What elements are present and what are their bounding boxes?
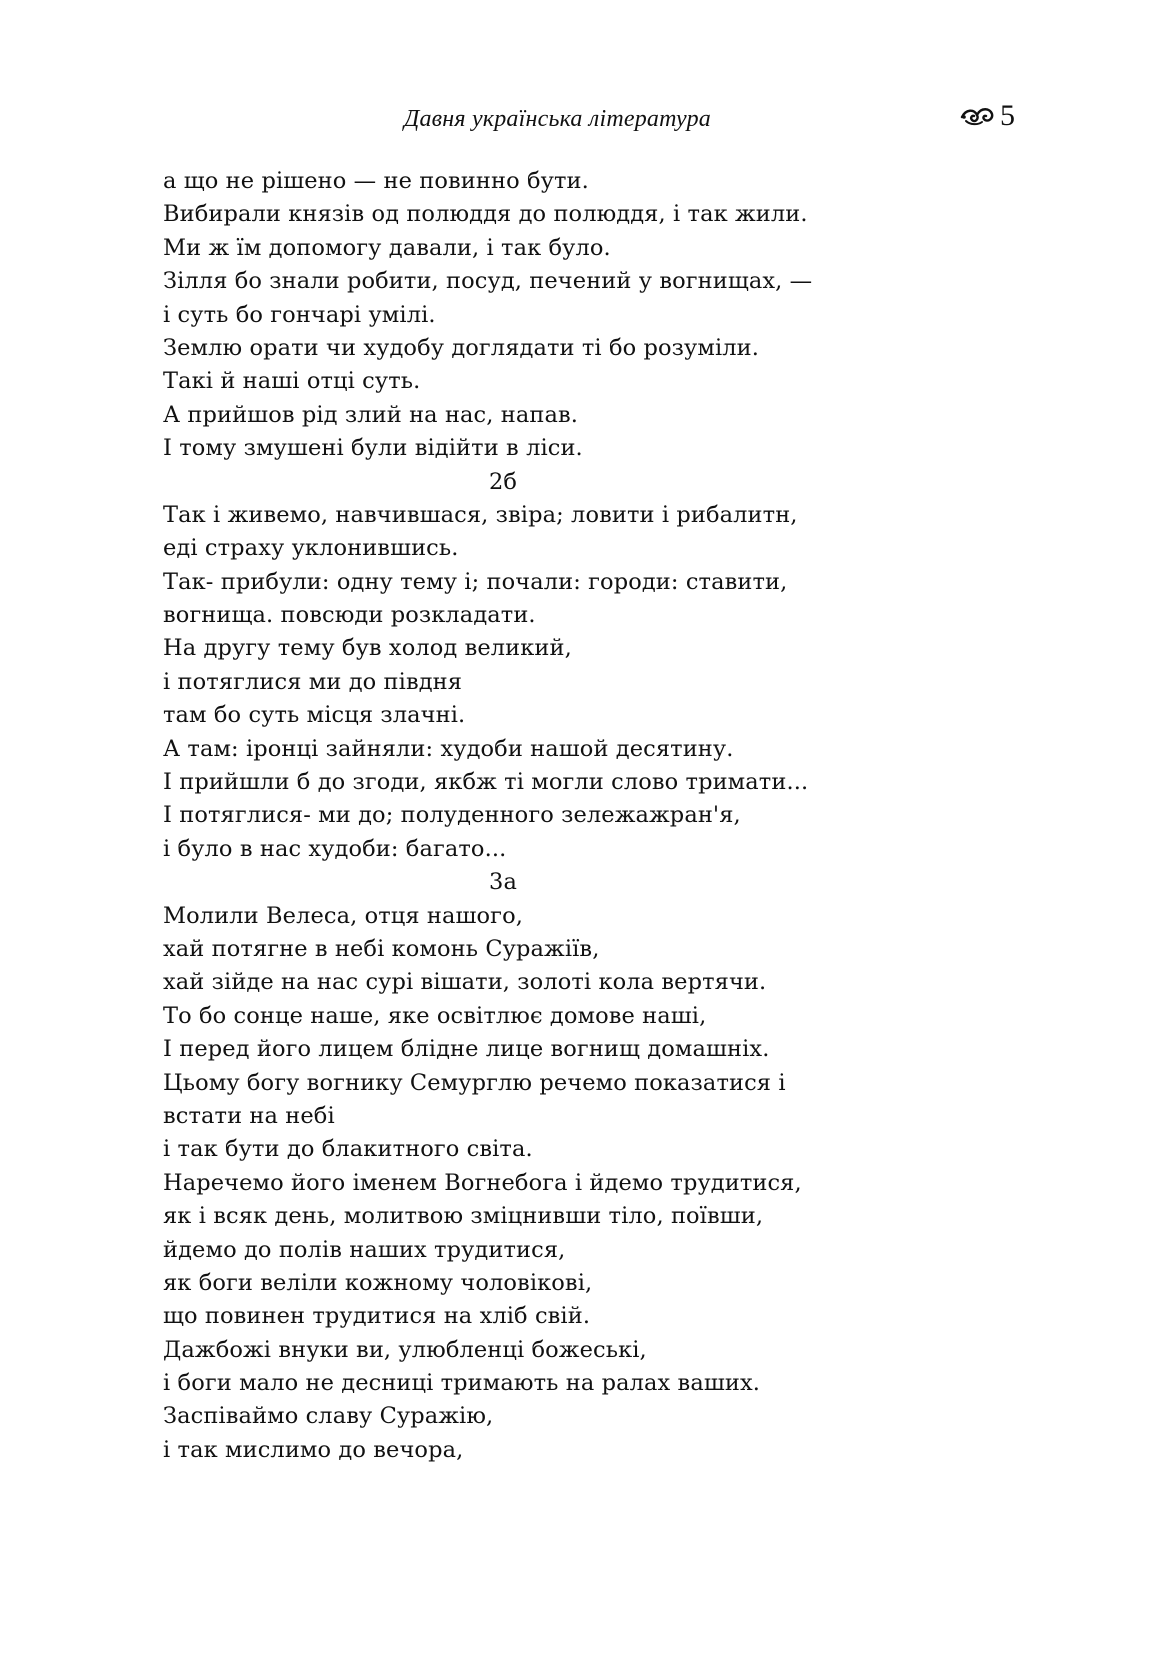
text-line: і суть бо гончарі умілі. xyxy=(163,301,436,328)
text-line: хай зійде на нас сурі вішати, золоті кола вертячи. xyxy=(163,969,767,996)
text-line: і потяглися ми до півдня xyxy=(163,668,463,695)
text-line: А там: іронці зайняли: худоби нашой десятину. xyxy=(163,735,734,762)
text-line: як боги веліли кожному чоловікові, xyxy=(163,1269,593,1296)
text-line: І потяглися- ми до; полуденного зележажран'я, xyxy=(163,802,741,829)
section-marker-label: 2б xyxy=(488,468,518,495)
text-line: встати на небі xyxy=(163,1102,335,1129)
text-line: і так бути до блакитного світа. xyxy=(163,1136,533,1163)
text-line: Землю орати чи худобу доглядати ті бо розуміли. xyxy=(163,334,759,361)
text-line: йдемо до полів наших трудитися, xyxy=(163,1236,566,1263)
text-line: Цьому богу вогнику Семурглю речемо показатися і xyxy=(163,1069,786,1096)
text-line: Дажбожі внуки ви, улюбленці божеські, xyxy=(163,1336,647,1363)
text-line: Ми ж їм допомогу давали, і так було. xyxy=(163,234,611,261)
floral-ornament-icon xyxy=(960,105,994,127)
text-line: Так- прибули: одну тему і; почали: городи: ставити, xyxy=(163,568,788,595)
text-line: Вибирали князів од полюддя до полюддя, і так жили. xyxy=(163,201,808,228)
running-header-title: Давня українська література xyxy=(404,106,711,132)
text-line: На другу тему був холод великий, xyxy=(163,635,572,662)
text-line: Зілля бо знали робити, посуд, печений у вогнищах, — xyxy=(163,268,813,295)
text-line: еді страху уклонившись. xyxy=(163,535,459,562)
text-line: що повинен трудитися на хліб свій. xyxy=(163,1303,591,1330)
text-line: хай потягне в небі комонь Суражіїв, xyxy=(163,935,600,962)
poem-body xyxy=(163,165,1063,1467)
section-marker xyxy=(0,466,863,499)
text-line: Такі й наші отці суть. xyxy=(163,368,421,395)
text-line: і було в нас худоби: багато... xyxy=(163,835,507,862)
text-line: А прийшов рід злий на нас, напав. xyxy=(163,401,579,428)
page-number-block xyxy=(960,100,1015,132)
text-line: Заспіваймо славу Суражію, xyxy=(163,1403,494,1430)
page-number: 5 xyxy=(1000,99,1015,132)
text-line: Молили Велеса, отця нашого, xyxy=(163,902,523,929)
text-line: там бо суть місця злачні. xyxy=(163,702,466,729)
section-marker xyxy=(0,866,863,899)
text-line: І прийшли б до згоди, якбж ті могли слово тримати... xyxy=(163,769,809,796)
text-line: і боги мало не десниці тримають на ралах ваших. xyxy=(163,1370,760,1397)
text-line: як і всяк день, молитвою зміцнивши тіло, поївши, xyxy=(163,1203,764,1230)
text-line: То бо сонце наше, яке освітлює домове наші, xyxy=(163,1002,707,1029)
text-line: І тому змушені були відійти в ліси. xyxy=(163,435,583,462)
text-line: а що не рішено — не повинно бути. xyxy=(163,168,589,194)
text-line: Наречемо його іменем Вогнебога і йдемо трудитися, xyxy=(163,1169,802,1196)
text-line: вогнища. повсюди розкладати. xyxy=(163,602,536,629)
text-line: Так і живемо, навчившася, звіра; ловити і рибалитн, xyxy=(163,501,798,528)
text-line: І перед його лицем блідне лице вогнищ домашніх. xyxy=(163,1036,770,1063)
text-line: і так мислимо до вечора, xyxy=(163,1436,464,1463)
running-header xyxy=(0,100,1158,140)
section-marker-label: 3а xyxy=(489,869,517,896)
